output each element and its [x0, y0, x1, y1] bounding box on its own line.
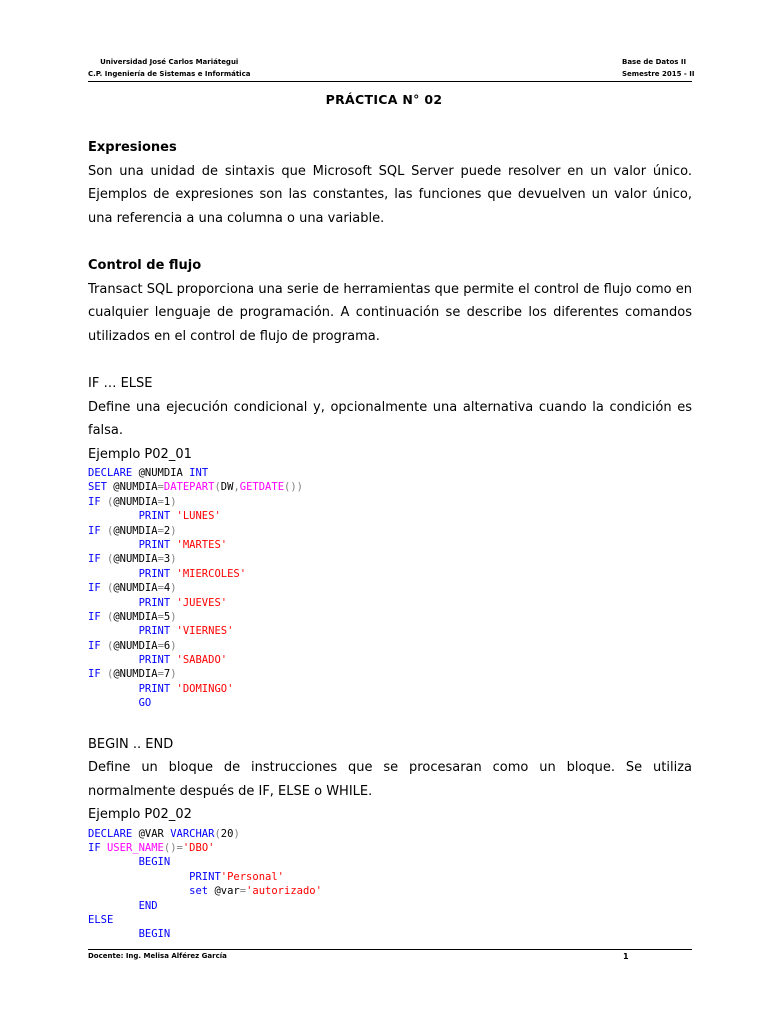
- beginend-heading: BEGIN .. END: [88, 736, 174, 752]
- code-token: ()): [284, 481, 303, 494]
- code-line: [88, 567, 692, 581]
- code-token: 'JUEVES': [176, 596, 228, 609]
- code-token: [88, 856, 139, 868]
- code-token: 4: [163, 582, 171, 595]
- header-divider: [88, 81, 692, 82]
- code-token: [88, 900, 139, 912]
- code-token: =: [157, 668, 164, 681]
- code-token: 'MARTES': [176, 538, 228, 551]
- code-line: [88, 899, 692, 913]
- code-token: =: [157, 481, 164, 494]
- code-token: =: [157, 553, 164, 566]
- code-line: [88, 855, 692, 869]
- document-body: [88, 136, 692, 942]
- ifelse-example-label: Ejemplo P02_01: [88, 446, 192, 462]
- code-token: (: [214, 481, 221, 494]
- code-token: set: [189, 885, 209, 898]
- code-token: DATEPART: [163, 481, 215, 494]
- code-token: 7: [163, 668, 171, 681]
- code-token: (: [214, 827, 221, 840]
- code-token: INT: [189, 467, 209, 479]
- code-token: 'VIERNES': [176, 625, 234, 638]
- code-line: [88, 682, 692, 696]
- footer-teacher: Docente: Ing. Melisa Alférez García: [88, 952, 227, 960]
- code-token: ): [170, 668, 177, 681]
- code-token: (: [106, 553, 114, 566]
- code-token: @NUMDIA: [113, 610, 158, 623]
- code-token: DW: [220, 481, 234, 494]
- code-token: [88, 597, 139, 609]
- code-token: =: [157, 495, 164, 508]
- code-line: [88, 624, 692, 638]
- code-token: IF: [88, 582, 101, 595]
- code-token: PRINT: [138, 538, 171, 551]
- code-token: [88, 871, 189, 883]
- code-token: DECLARE: [88, 467, 133, 479]
- code-token: ): [170, 524, 177, 537]
- code-token: IF: [88, 524, 101, 537]
- code-token: ): [170, 639, 177, 652]
- code-token: 'MIERCOLES': [176, 567, 247, 580]
- code-token: =: [157, 610, 164, 623]
- footer-page-number: 1: [623, 952, 629, 961]
- code-line: [88, 524, 692, 538]
- code-token: USER_NAME: [106, 842, 164, 855]
- control-paragraph: Transact SQL proporciona una serie de herramientas que permite el control de flujo como en cualquier lenguaje de programación. A continuación se describe los diferentes comandos utilizados en el control de flujo de programa.: [88, 281, 692, 344]
- code-token: END: [138, 899, 158, 912]
- expresiones-paragraph: Son una unidad de sintaxis que Microsoft SQL Server puede resolver en un valor único. Ejemplos de expresiones son las constantes, las funciones que devuelven un valor único, una referencia a una columna o una variable.: [88, 163, 692, 226]
- code-token: @NUMDIA: [113, 524, 158, 537]
- code-token: @NUMDIA: [113, 495, 158, 508]
- code-token: 6: [163, 639, 171, 652]
- code-token: 'SABADO': [176, 654, 228, 667]
- code-token: (: [106, 495, 114, 508]
- code-token: @NUMDIA: [113, 668, 158, 681]
- code-line: [88, 827, 692, 841]
- code-token: [88, 568, 139, 580]
- code-token: =: [239, 885, 247, 898]
- expresiones-heading: Expresiones: [88, 140, 177, 155]
- code-line: [88, 538, 692, 552]
- page-header-right: [622, 56, 694, 80]
- code-line: [88, 667, 692, 681]
- code-token: ): [170, 582, 177, 595]
- code-token: [88, 697, 139, 709]
- code-token: IF: [88, 842, 101, 855]
- ifelse-heading: IF … ELSE: [88, 376, 153, 391]
- code-block-p02-02: [88, 827, 692, 942]
- code-line: [88, 913, 692, 927]
- code-token: 'DOMINGO': [176, 682, 234, 695]
- code-token: ,: [233, 481, 240, 494]
- code-token: IF: [88, 639, 101, 652]
- code-token: ): [170, 610, 177, 623]
- code-token: @NUMDIA: [113, 582, 158, 595]
- code-token: 3: [163, 553, 171, 566]
- beginend-example-label: Ejemplo P02_02: [88, 807, 192, 823]
- code-token: 1: [163, 495, 171, 508]
- code-line: [88, 596, 692, 610]
- code-token: PRINT: [189, 870, 221, 883]
- code-token: ()=: [163, 842, 183, 855]
- code-token: 20: [220, 827, 234, 840]
- code-token: IF: [88, 553, 101, 566]
- code-token: [88, 683, 139, 695]
- code-line: [88, 884, 692, 898]
- code-token: PRINT: [138, 654, 171, 667]
- header-course: Base de Datos II: [622, 58, 687, 66]
- code-token: GO: [138, 697, 152, 710]
- code-token: =: [157, 639, 164, 652]
- spacer: [88, 348, 692, 372]
- code-line: [88, 480, 692, 494]
- code-token: @NUMDIA: [106, 481, 158, 494]
- code-token: @VAR: [132, 827, 171, 840]
- page-header-left: [88, 56, 250, 80]
- code-line: [88, 653, 692, 667]
- code-token: ): [170, 553, 177, 566]
- code-token: 'Personal': [220, 870, 284, 883]
- code-line: [88, 495, 692, 509]
- spacer: [88, 230, 692, 254]
- code-token: ): [233, 827, 240, 840]
- code-token: 'DBO': [182, 842, 215, 855]
- code-token: [88, 654, 139, 666]
- header-semester: Semestre 2015 - II: [622, 70, 695, 78]
- code-token: IF: [88, 668, 101, 681]
- code-token: =: [157, 524, 164, 537]
- code-token: VARCHAR: [170, 827, 215, 840]
- footer-divider: [88, 949, 692, 950]
- code-token: PRINT: [138, 510, 171, 523]
- code-token: [88, 625, 139, 637]
- code-token: IF: [88, 610, 101, 623]
- code-line: [88, 466, 692, 480]
- code-token: [88, 510, 139, 522]
- code-token: (: [106, 610, 114, 623]
- code-token: =: [157, 582, 164, 595]
- code-token: (: [106, 639, 114, 652]
- code-line: [88, 927, 692, 941]
- code-token: PRINT: [138, 682, 171, 695]
- code-token: 'autorizado': [246, 885, 322, 898]
- code-token: DECLARE: [88, 827, 133, 840]
- code-token: PRINT: [138, 596, 171, 609]
- ifelse-paragraph: Define una ejecución condicional y, opcionalmente una alternativa cuando la condición es falsa.: [88, 399, 692, 438]
- code-token: @NUMDIA: [113, 553, 158, 566]
- code-line: [88, 552, 692, 566]
- code-token: (: [106, 668, 114, 681]
- code-token: (: [106, 524, 114, 537]
- code-token: [88, 885, 189, 897]
- code-token: ): [170, 495, 177, 508]
- code-token: GETDATE: [239, 481, 285, 494]
- code-token: SET: [88, 481, 107, 494]
- code-token: 2: [163, 524, 171, 537]
- spacer: [88, 711, 692, 733]
- code-line: [88, 696, 692, 710]
- code-line: [88, 509, 692, 523]
- code-line: [88, 870, 692, 884]
- code-token: BEGIN: [138, 928, 171, 941]
- code-token: BEGIN: [138, 856, 171, 869]
- beginend-paragraph: Define un bloque de instrucciones que se procesaran como un bloque. Se utiliza normalmente después de IF, ELSE o WHILE.: [88, 760, 692, 799]
- code-token: 5: [163, 610, 171, 623]
- code-token: ELSE: [88, 913, 114, 926]
- code-token: (: [106, 582, 114, 595]
- code-token: @var: [208, 885, 240, 898]
- code-token: @NUMDIA: [113, 639, 158, 652]
- code-token: PRINT: [138, 567, 171, 580]
- code-token: [88, 928, 139, 940]
- header-program: C.P. Ingeniería de Sistemas e Informática: [88, 70, 251, 78]
- control-heading: Control de flujo: [88, 258, 202, 273]
- code-line: [88, 610, 692, 624]
- page-title: PRÁCTICA N° 02: [325, 92, 443, 107]
- code-block-p02-01: [88, 466, 692, 711]
- code-line: [88, 581, 692, 595]
- code-token: @NUMDIA: [132, 467, 190, 479]
- code-line: [88, 639, 692, 653]
- code-token: PRINT: [138, 625, 171, 638]
- code-line: [88, 841, 692, 855]
- code-token: 'LUNES': [176, 510, 221, 523]
- code-token: [88, 539, 139, 551]
- header-university: Universidad José Carlos Mariátegui: [100, 58, 239, 66]
- code-token: IF: [88, 495, 101, 508]
